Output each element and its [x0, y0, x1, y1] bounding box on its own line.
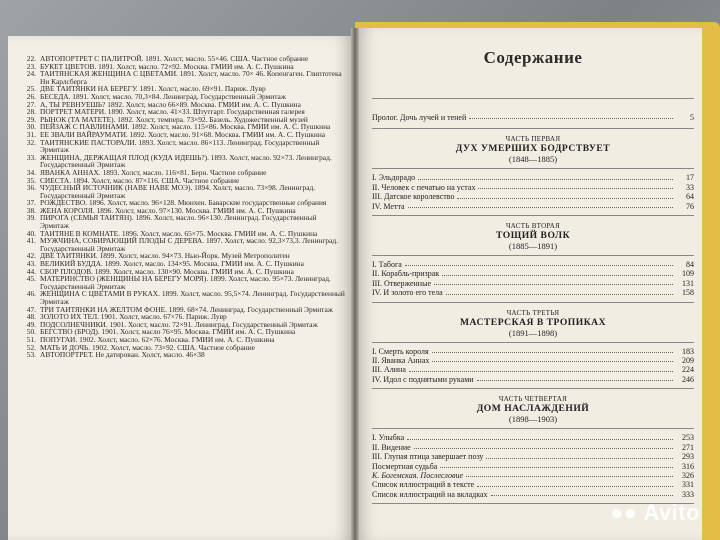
illustration-item	[20, 214, 346, 229]
item-text: ТАИТЯНЕ В КОМНАТЕ. 1896. Холст, масло. 65×75. Москва. ГМИИ им. А. С. Пушкина	[40, 228, 318, 238]
chapter-row	[372, 347, 694, 356]
item-text: ЧУДЕСНЫЙ ИСТОЧНИК (НАВЕ НАВЕ МОЭ). 1894. Холст, масло. 73×98. Ленинград. Государственный Эрмитаж	[40, 183, 316, 200]
illustrations-list	[20, 55, 346, 359]
item-number: 40.	[26, 228, 36, 238]
item-number: 33.	[26, 152, 36, 162]
item-number: 30.	[26, 122, 36, 132]
illustration-item	[20, 139, 346, 154]
toc-title: Содержание	[483, 48, 583, 67]
watermark-logo	[610, 500, 700, 526]
chapter-row	[372, 192, 694, 201]
chapter-label: К. Богемская. Послесловие	[372, 470, 464, 480]
item-number: 49.	[26, 319, 36, 329]
toc-part	[372, 222, 694, 303]
chapter-label: Список иллюстраций на вкладках	[372, 489, 488, 499]
item-number: 38.	[26, 205, 36, 215]
chapter-label: II. Яванка Аннах	[372, 356, 430, 366]
chapter-page: 33	[686, 182, 694, 192]
leader-dots	[418, 173, 673, 179]
item-text: ПЕЙЗАЖ С ПАВЛИНАМИ. 1892. Холст, масло. 115×86. Москва. ГМИИ им. А. С. Пушкина	[40, 122, 331, 132]
part-number: ЧАСТЬ ЧЕТВЕРТАЯ	[498, 395, 568, 404]
item-number: 23.	[26, 61, 36, 71]
chapter-label: Список иллюстраций в тексте	[372, 480, 475, 490]
item-number: 29.	[26, 114, 36, 124]
item-text: А, ТЫ РЕВНУЕШЬ? 1892. Холст, масло 66×89. Москва. ГМИИ им. А. С. Пушкина	[40, 99, 301, 109]
chapter-row	[372, 452, 694, 461]
part-title: МАСТЕРСКАЯ В ТРОПИКАХ	[459, 316, 607, 328]
divider	[372, 255, 694, 256]
parts-container	[372, 135, 694, 504]
item-number: 44.	[26, 266, 36, 276]
part-years: (1885—1891)	[508, 241, 558, 252]
chapter-row	[372, 183, 694, 192]
leader-dots	[477, 480, 673, 486]
book-spine-gutter	[351, 28, 359, 540]
part-number: ЧАСТЬ ПЕРВАЯ	[505, 135, 561, 144]
part-number: ЧАСТЬ ВТОРАЯ	[505, 222, 561, 231]
divider	[372, 302, 694, 303]
item-text: ЖЕНЩИНА С ЦВЕТАМИ В РУКАХ. 1899. Холст, масло. 95,5×74. Ленинград. Государственный Эрмитаж	[40, 289, 345, 306]
leader-dots	[432, 347, 673, 353]
table-of-contents	[372, 40, 694, 508]
toc-part	[372, 309, 694, 390]
item-text: ЗОЛОТО ИХ ТЕЛ. 1901. Холст, масло. 67×76. Париж. Лувр	[40, 312, 227, 322]
chapter-page: 17	[686, 173, 694, 183]
chapter-page: 316	[682, 461, 694, 471]
chapter-row	[372, 433, 694, 442]
item-text: ДВЕ ТАИТЯНКИ НА БЕРЕГУ. 1891. Холст, масло. 69×91. Париж. Лувр	[40, 84, 266, 94]
item-number: 50.	[26, 327, 36, 337]
chapter-row	[372, 269, 694, 278]
leader-dots	[414, 443, 673, 449]
chapter-page: 183	[682, 346, 694, 356]
item-text: ВЕЛИКИЙ БУДДА. 1899. Холст, масло. 134×95. Москва. ГМИИ им. А. С. Пушкина	[40, 259, 304, 269]
item-number: 41.	[26, 236, 36, 246]
chapter-label: I. Эльдорадо	[372, 173, 416, 183]
leader-dots	[408, 202, 673, 208]
chapter-row	[372, 260, 694, 269]
item-text: ПОДСОЛНЕЧНИКИ. 1901. Холст, масло. 72×91. Ленинград. Государственный Эрмитаж	[40, 319, 318, 329]
chapter-page: 326	[682, 470, 694, 480]
chapter-label: IV. Метта	[372, 201, 405, 211]
item-text: ПОПУГАИ. 1902. Холст, масло. 62×76. Москва. ГМИИ им. А. С. Пушкина	[40, 334, 275, 344]
item-number: 46.	[26, 289, 36, 299]
chapter-page: 246	[682, 374, 694, 384]
chapter-label: II. Корабль-призрак	[372, 269, 440, 279]
illustration-item	[20, 237, 346, 252]
item-text: ПОРТРЕТ МАТЕРИ. 1890. Холст, масло. 41×33. Штутгарт. Государственная галерея	[40, 107, 305, 117]
item-number: 39.	[26, 213, 36, 223]
watermark-dots-icon: ●●	[610, 500, 644, 525]
chapter-row	[372, 375, 694, 384]
illustration-item	[20, 351, 346, 359]
leader-dots	[469, 113, 673, 119]
divider	[372, 342, 694, 343]
toc-part	[372, 135, 694, 216]
leader-dots	[491, 490, 673, 496]
item-number: 52.	[26, 342, 36, 352]
chapter-row	[372, 288, 694, 297]
divider	[372, 128, 694, 129]
item-number: 51.	[26, 334, 36, 344]
leader-dots	[457, 192, 673, 198]
item-text: СБОР ПЛОДОВ. 1899. Холст, масло. 130×90. Москва. ГМИИ им. А. С. Пушкина	[40, 266, 294, 276]
chapter-row	[372, 490, 694, 499]
prologue-label: Пролог. Дочь лучей и теней	[372, 113, 467, 122]
chapter-label: I. Табога	[372, 260, 402, 270]
item-text: ЖЕНЩИНА, ДЕРЖАЩАЯ ПЛОД (КУДА ИДЕШЬ?). 1893. Холст, масло. 92×73. Ленинград. Государственный Эрмитаж	[40, 152, 332, 170]
leader-dots	[440, 462, 673, 468]
item-number: 42.	[26, 251, 36, 261]
item-text: БЕГСТВО (БРОД). 1901. Холст, масло 76×95. Москва. ГМИИ им. А. С. Пушкина	[40, 327, 296, 337]
item-text: ДВЕ ТАИТЯНКИ. 1899. Холст, масло. 94×73. Нью-Йорк. Музей Метрополитен	[40, 251, 290, 261]
divider	[372, 168, 694, 169]
item-text: ПИРОГА (СЕМЬЯ ТАИТЯН). 1896. Холст, масло. 96×130. Ленинград. Государственный Эрмитаж	[40, 213, 317, 231]
item-number: 48.	[26, 312, 36, 322]
item-text: АВТОПОРТРЕТ С ПАЛИТРОЙ. 1891. Холст, масло. 55×46. США. Частное собрание	[40, 54, 309, 63]
item-number: 36.	[26, 183, 36, 193]
chapter-page: 158	[682, 288, 694, 298]
part-number: ЧАСТЬ ТРЕТЬЯ	[506, 308, 560, 317]
chapter-row	[372, 471, 694, 480]
item-text: АВТОПОРТРЕТ. Не датирован. Холст, масло. 46×38	[40, 350, 205, 360]
chapter-row	[372, 365, 694, 374]
chapter-page: 76	[686, 201, 694, 211]
chapter-row	[372, 462, 694, 471]
item-number: 37.	[26, 198, 36, 208]
illustration-item	[20, 154, 346, 169]
item-text: МАТЕРИНСТВО (ЖЕНЩИНЫ НА БЕРЕГУ МОРЯ). 1899. Холст, масло. 95×73. Ленинград. Государственный Эрмитаж	[40, 274, 331, 291]
chapter-label: IV. И золото его тела	[372, 288, 443, 298]
item-text: ТРИ ТАИТЯНКИ НА ЖЕЛТОМ ФОНЕ. 1899. 68×74. Ленинград. Государственный Эрмитаж	[40, 304, 333, 314]
chapter-label: IV. Идол с поднятыми руками	[372, 374, 474, 384]
item-text: МАТЬ И ДОЧЬ. 1902. Холст, масло. 73×92. США. Частное собрание	[40, 342, 255, 352]
chapter-label: III. Глупая птица завершает позу	[372, 452, 484, 462]
chapter-label: III. Отверженные	[372, 278, 432, 288]
part-years: (1891—1898)	[508, 327, 558, 338]
illustration-item	[20, 184, 346, 199]
toc-part	[372, 395, 694, 504]
watermark-text: Avito	[643, 500, 701, 525]
item-number: 43.	[26, 259, 36, 269]
item-number: 31.	[26, 129, 36, 139]
leader-dots	[477, 375, 673, 381]
item-text: ЕЕ ЗВАЛИ ВАЙРАУМАТИ. 1892. Холст, масло. 91×68. Москва. ГМИИ им. А. С. Пушкина	[40, 129, 326, 139]
part-years: (1898—1903)	[508, 414, 558, 425]
chapter-row	[372, 173, 694, 182]
item-number: 32.	[26, 137, 36, 147]
item-text: ТАИТЯНСКИЕ ПАСТОРАЛИ. 1893. Холст, масло. 86×113. Ленинград. Государственный Эрмитаж	[40, 137, 320, 155]
chapter-page: 224	[682, 365, 694, 375]
part-title: ТОЩИЙ ВОЛК	[495, 230, 571, 242]
item-number: 35.	[26, 175, 36, 185]
chapter-label: I. Смерть короля	[372, 346, 429, 356]
item-text: БЕСЕДА. 1891. Холст, масло. 70,3×84. Ленинград. Государственный Эрмитаж	[40, 91, 286, 101]
illustration-item	[20, 275, 346, 290]
item-text: СИЕСТА. 1894. Холст, масло. 87×116. США. Частное собрание	[40, 175, 240, 185]
item-number: 27.	[26, 99, 36, 109]
chapter-label: I. Улыбка	[372, 433, 405, 443]
illustration-item	[20, 70, 346, 85]
chapter-page: 84	[686, 260, 694, 270]
item-number: 47.	[26, 304, 36, 314]
chapter-page: 333	[682, 489, 694, 499]
chapter-label: Посмертная судьба	[372, 461, 438, 471]
leader-dots	[478, 183, 673, 189]
leader-dots	[446, 288, 673, 294]
item-number: 24.	[26, 69, 36, 79]
illustration-item	[20, 290, 346, 305]
item-number: 25.	[26, 84, 36, 94]
part-title: ДОМ НАСЛАЖДЕНИЙ	[476, 403, 590, 415]
chapter-page: 64	[686, 192, 694, 202]
chapter-label: II. Человек с печатью на устах	[372, 182, 476, 192]
item-number: 26.	[26, 91, 36, 101]
leader-dots	[434, 279, 673, 285]
chapter-page: 209	[682, 356, 694, 366]
item-number: 45.	[26, 274, 36, 284]
leader-dots	[442, 269, 673, 275]
chapter-row	[372, 443, 694, 452]
item-number: 53.	[26, 350, 36, 360]
chapter-page: 131	[682, 278, 694, 288]
leader-dots	[407, 433, 673, 439]
divider	[372, 98, 694, 99]
leader-dots	[405, 260, 673, 266]
leader-dots	[486, 452, 673, 458]
divider	[372, 388, 694, 389]
chapter-label: III. Датское королевство	[372, 192, 455, 202]
item-text: РЫНОК (ТА МАТЕТЕ). 1892. Холст, темпера. 73×92. Базель. Художественный музей	[40, 114, 308, 124]
item-text: БУКЕТ ЦВЕТОВ. 1891. Холст, масло. 72×92. Москва. ГМИИ им. А. С. Пушкина	[40, 61, 294, 71]
leader-dots	[466, 471, 673, 477]
chapter-label: III. Алина	[372, 365, 406, 375]
chapter-row	[372, 480, 694, 489]
chapter-label: II. Видение	[372, 442, 411, 452]
chapter-page: 253	[682, 433, 694, 443]
leader-dots	[432, 356, 673, 362]
chapter-page: 271	[682, 442, 694, 452]
prologue-page: 5	[690, 113, 694, 122]
chapter-row	[372, 356, 694, 365]
leader-dots	[409, 365, 673, 371]
item-text: РОЖДЕСТВО. 1896. Холст, масло. 96×128. Мюнхен. Баварские государственные собрания	[40, 198, 327, 208]
item-text: ЖЕНА КОРОЛЯ. 1896. Холст, масло. 97×130. Москва. ГМИИ им. А. С. Пушкина	[40, 205, 296, 215]
item-text: МУЖЧИНА, СОБИРАЮЩИЙ ПЛОДЫ С ДЕРЕВА. 1897. Холст, масло. 92,3×73,3. Ленинград. Государственный Эрмитаж	[40, 236, 338, 253]
chapter-page: 331	[682, 480, 694, 490]
chapter-row	[372, 279, 694, 288]
item-number: 34.	[26, 167, 36, 177]
chapter-page: 109	[682, 269, 694, 279]
chapter-page: 293	[682, 452, 694, 462]
item-text: ТАИТЯНСКАЯ ЖЕНЩИНА С ЦВЕТАМИ. 1891. Холст, масло. 70× 46. Копенгаген. Глиптотека Ни Карлсберга	[40, 69, 342, 86]
divider	[372, 215, 694, 216]
part-years: (1848—1885)	[508, 154, 558, 165]
item-text: ЯВАНКА АННАХ. 1893. Холст, масло. 116×81. Берн. Частное собрание	[40, 167, 267, 177]
chapter-row	[372, 202, 694, 211]
divider	[372, 428, 694, 429]
part-title: ДУХ УМЕРШИХ БОДРСТВУЕТ	[455, 143, 611, 155]
item-number: 22.	[26, 54, 36, 63]
item-number: 28.	[26, 107, 36, 117]
prologue-row	[372, 113, 694, 122]
